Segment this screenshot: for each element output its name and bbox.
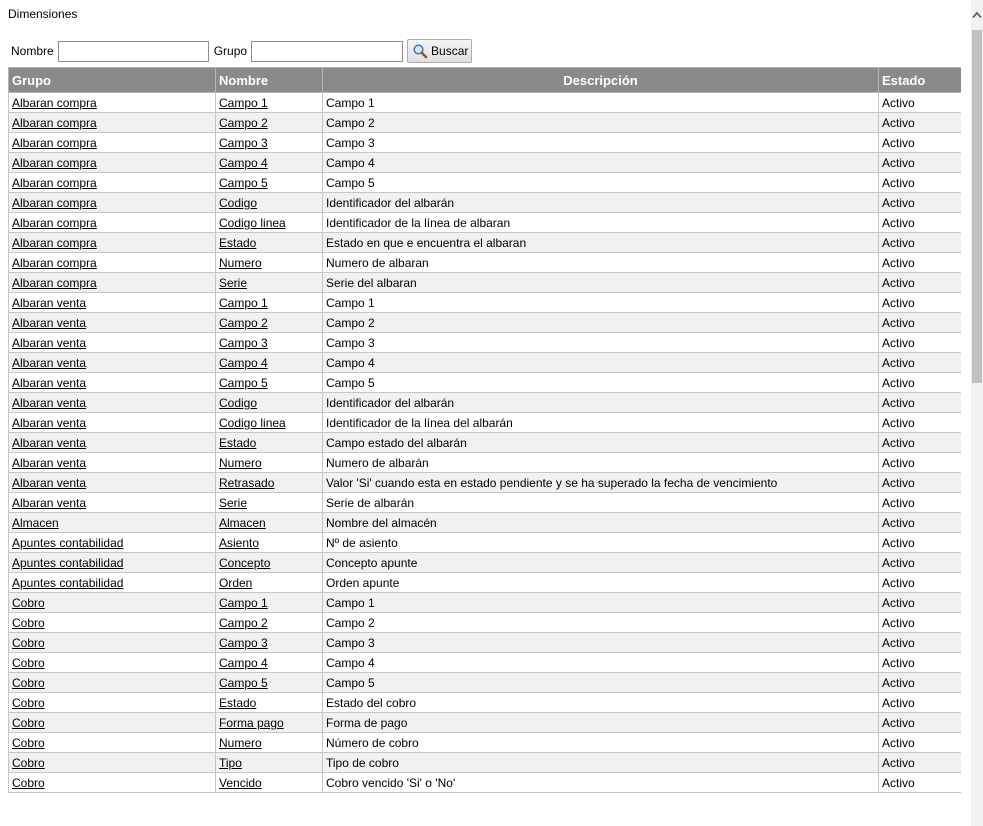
cell-descripcion: Campo 4 — [323, 153, 879, 173]
cell-grupo — [9, 173, 216, 193]
cell-grupo — [9, 373, 216, 393]
cell-descripcion: Identificador de la línea del albarán — [323, 413, 879, 433]
grupo-link[interactable]: Albaran venta — [12, 475, 87, 490]
nombre-link[interactable]: Codigo — [219, 395, 258, 410]
cell-nombre — [216, 233, 323, 253]
grupo-link[interactable]: Cobro — [12, 735, 45, 750]
cell-grupo — [9, 193, 216, 213]
cell-grupo — [9, 273, 216, 293]
cell-estado: Activo — [879, 253, 962, 273]
nombre-link[interactable]: Campo 3 — [219, 335, 268, 350]
nombre-link[interactable]: Codigo linea — [219, 215, 286, 230]
grupo-link[interactable]: Albaran compra — [12, 175, 97, 190]
cell-descripcion: Nombre del almacén — [323, 513, 879, 533]
nombre-link[interactable]: Campo 3 — [219, 135, 268, 150]
table-row — [9, 693, 962, 713]
cell-descripcion: Campo 5 — [323, 173, 879, 193]
table-row — [9, 473, 962, 493]
cell-descripcion: Valor 'Si' cuando esta en estado pendiente y se ha superado la fecha de vencimiento — [323, 473, 879, 493]
nombre-link[interactable]: Retrasado — [219, 475, 275, 490]
grupo-link[interactable]: Albaran venta — [12, 495, 87, 510]
nombre-link[interactable]: Campo 5 — [219, 175, 268, 190]
nombre-link[interactable]: Serie — [219, 495, 248, 510]
table-row — [9, 373, 962, 393]
table-row — [9, 413, 962, 433]
table-row — [9, 333, 962, 353]
cell-descripcion: Cobro vencido 'Si' o 'No' — [323, 773, 879, 793]
cell-grupo — [9, 393, 216, 413]
cell-nombre — [216, 413, 323, 433]
cell-descripcion: Identificador del albarán — [323, 193, 879, 213]
cell-descripcion: Estado en que e encuentra el albaran — [323, 233, 879, 253]
cell-estado: Activo — [879, 313, 962, 333]
cell-descripcion: Nº de asiento — [323, 533, 879, 553]
table-row — [9, 213, 962, 233]
cell-grupo — [9, 93, 216, 113]
grupo-link[interactable]: Cobro — [12, 775, 45, 790]
cell-nombre — [216, 93, 323, 113]
cell-nombre — [216, 133, 323, 153]
cell-nombre — [216, 513, 323, 533]
cell-estado: Activo — [879, 653, 962, 673]
grupo-link[interactable]: Cobro — [12, 635, 45, 650]
cell-descripcion: Campo 4 — [323, 353, 879, 373]
grupo-link[interactable]: Albaran venta — [12, 435, 87, 450]
cell-nombre — [216, 593, 323, 613]
cell-descripcion: Serie del albaran — [323, 273, 879, 293]
dimensions-table-container — [8, 67, 961, 826]
nombre-input[interactable] — [58, 41, 209, 62]
grupo-link[interactable]: Albaran compra — [12, 255, 97, 270]
cell-descripcion: Campo 1 — [323, 593, 879, 613]
page-title: Dimensiones — [8, 7, 78, 21]
dimensions-table — [8, 67, 961, 793]
table-row — [9, 613, 962, 633]
cell-estado: Activo — [879, 513, 962, 533]
cell-nombre — [216, 573, 323, 593]
vertical-scrollbar[interactable] — [971, 0, 983, 826]
grupo-link[interactable]: Cobro — [12, 715, 45, 730]
table-row — [9, 493, 962, 513]
table-row — [9, 573, 962, 593]
nombre-link[interactable]: Campo 2 — [219, 115, 268, 130]
nombre-link[interactable]: Campo 3 — [219, 635, 268, 650]
cell-nombre — [216, 693, 323, 713]
nombre-link[interactable]: Vencido — [219, 775, 262, 790]
cell-grupo — [9, 593, 216, 613]
cell-descripcion: Campo 4 — [323, 653, 879, 673]
table-row — [9, 93, 962, 113]
grupo-link[interactable]: Albaran compra — [12, 235, 97, 250]
cell-grupo — [9, 413, 216, 433]
cell-nombre — [216, 633, 323, 653]
cell-grupo — [9, 213, 216, 233]
cell-grupo — [9, 733, 216, 753]
nombre-link[interactable]: Numero — [219, 735, 262, 750]
nombre-link[interactable]: Serie — [219, 275, 248, 290]
cell-estado: Activo — [879, 693, 962, 713]
nombre-link[interactable]: Campo 4 — [219, 655, 268, 670]
cell-descripcion: Estado del cobro — [323, 693, 879, 713]
cell-descripcion: Número de cobro — [323, 733, 879, 753]
cell-estado: Activo — [879, 433, 962, 453]
cell-grupo — [9, 313, 216, 333]
grupo-input[interactable] — [251, 41, 403, 62]
grupo-link[interactable]: Albaran compra — [12, 95, 97, 110]
table-row — [9, 393, 962, 413]
header-nombre[interactable]: Nombre — [216, 68, 323, 93]
cell-grupo — [9, 753, 216, 773]
grupo-link[interactable]: Albaran venta — [12, 335, 87, 350]
cell-grupo — [9, 613, 216, 633]
cell-estado: Activo — [879, 593, 962, 613]
nombre-link[interactable]: Campo 2 — [219, 615, 268, 630]
cell-descripcion: Serie de albarán — [323, 493, 879, 513]
cell-nombre — [216, 673, 323, 693]
cell-nombre — [216, 713, 323, 733]
table-row — [9, 233, 962, 253]
cell-estado: Activo — [879, 673, 962, 693]
cell-grupo — [9, 453, 216, 473]
cell-descripcion: Tipo de cobro — [323, 753, 879, 773]
cell-descripcion: Identificador de la línea de albaran — [323, 213, 879, 233]
table-row — [9, 513, 962, 533]
nombre-link[interactable]: Numero — [219, 455, 262, 470]
grupo-link[interactable]: Cobro — [12, 615, 45, 630]
cell-nombre — [216, 393, 323, 413]
cell-grupo — [9, 493, 216, 513]
cell-grupo — [9, 113, 216, 133]
table-row — [9, 253, 962, 273]
table-row — [9, 153, 962, 173]
cell-grupo — [9, 433, 216, 453]
cell-grupo — [9, 713, 216, 733]
cell-descripcion: Numero de albaran — [323, 253, 879, 273]
cell-descripcion: Campo 1 — [323, 93, 879, 113]
nombre-link[interactable]: Campo 5 — [219, 375, 268, 390]
cell-nombre — [216, 293, 323, 313]
table-row — [9, 193, 962, 213]
table-row — [9, 633, 962, 653]
table-row — [9, 553, 962, 573]
nombre-link[interactable]: Campo 1 — [219, 95, 268, 110]
header-descripcion[interactable]: Descripción — [323, 68, 879, 93]
cell-grupo — [9, 353, 216, 373]
grupo-link[interactable]: Albaran compra — [12, 155, 97, 170]
nombre-link[interactable]: Estado — [219, 235, 257, 250]
nombre-link[interactable]: Campo 4 — [219, 155, 268, 170]
nombre-link[interactable]: Estado — [219, 695, 257, 710]
cell-estado: Activo — [879, 553, 962, 573]
grupo-link[interactable]: Apuntes contabilidad — [12, 535, 124, 550]
nombre-link[interactable]: Forma pago — [219, 715, 284, 730]
buscar-button[interactable] — [407, 39, 472, 63]
grupo-link[interactable]: Albaran compra — [12, 215, 97, 230]
grupo-link[interactable]: Albaran compra — [12, 115, 97, 130]
cell-estado: Activo — [879, 613, 962, 633]
grupo-link[interactable]: Almacen — [12, 515, 59, 530]
cell-estado: Activo — [879, 713, 962, 733]
scroll-up-icon[interactable] — [971, 8, 983, 22]
cell-nombre — [216, 193, 323, 213]
cell-estado: Activo — [879, 633, 962, 653]
cell-grupo — [9, 153, 216, 173]
table-header-row — [9, 68, 962, 93]
cell-descripcion: Orden apunte — [323, 573, 879, 593]
cell-grupo — [9, 673, 216, 693]
cell-estado: Activo — [879, 573, 962, 593]
nombre-link[interactable]: Campo 2 — [219, 315, 268, 330]
cell-nombre — [216, 733, 323, 753]
cell-descripcion: Identificador del albarán — [323, 393, 879, 413]
cell-estado: Activo — [879, 533, 962, 553]
nombre-link[interactable]: Tipo — [219, 755, 242, 770]
cell-grupo — [9, 653, 216, 673]
table-row — [9, 653, 962, 673]
cell-estado: Activo — [879, 193, 962, 213]
grupo-link[interactable]: Albaran venta — [12, 295, 87, 310]
cell-descripcion: Campo 2 — [323, 313, 879, 333]
table-row — [9, 133, 962, 153]
nombre-link[interactable]: Campo 5 — [219, 675, 268, 690]
nombre-link[interactable]: Codigo — [219, 195, 258, 210]
cell-descripcion: Campo 3 — [323, 333, 879, 353]
table-row — [9, 173, 962, 193]
cell-descripcion: Numero de albarán — [323, 453, 879, 473]
cell-nombre — [216, 253, 323, 273]
cell-grupo — [9, 253, 216, 273]
cell-nombre — [216, 433, 323, 453]
cell-grupo — [9, 333, 216, 353]
cell-grupo — [9, 513, 216, 533]
cell-grupo — [9, 233, 216, 253]
nombre-link[interactable]: Campo 1 — [219, 595, 268, 610]
cell-nombre — [216, 613, 323, 633]
cell-nombre — [216, 313, 323, 333]
nombre-link[interactable]: Orden — [219, 575, 253, 590]
nombre-link[interactable]: Codigo linea — [219, 415, 286, 430]
grupo-link[interactable]: Albaran compra — [12, 195, 97, 210]
cell-estado: Activo — [879, 133, 962, 153]
table-row — [9, 773, 962, 793]
scrollbar-thumb[interactable] — [972, 30, 982, 383]
grupo-link[interactable]: Albaran venta — [12, 455, 87, 470]
cell-grupo — [9, 693, 216, 713]
cell-nombre — [216, 153, 323, 173]
cell-nombre — [216, 333, 323, 353]
nombre-link[interactable]: Concepto — [219, 555, 271, 570]
nombre-link[interactable]: Asiento — [219, 535, 260, 550]
table-row — [9, 593, 962, 613]
cell-nombre — [216, 473, 323, 493]
grupo-link[interactable]: Albaran compra — [12, 135, 97, 150]
nombre-link[interactable]: Almacen — [219, 515, 266, 530]
cell-estado: Activo — [879, 273, 962, 293]
cell-nombre — [216, 773, 323, 793]
table-row — [9, 313, 962, 333]
table-row — [9, 753, 962, 773]
cell-grupo — [9, 773, 216, 793]
cell-descripcion: Campo 2 — [323, 113, 879, 133]
table-row — [9, 273, 962, 293]
table-row — [9, 113, 962, 133]
buscar-label: Buscar — [431, 44, 469, 58]
header-grupo[interactable]: Grupo — [9, 68, 216, 93]
cell-estado: Activo — [879, 753, 962, 773]
cell-estado: Activo — [879, 93, 962, 113]
grupo-link[interactable]: Cobro — [12, 655, 45, 670]
cell-descripcion: Forma de pago — [323, 713, 879, 733]
cell-estado: Activo — [879, 153, 962, 173]
table-row — [9, 353, 962, 373]
cell-nombre — [216, 113, 323, 133]
cell-nombre — [216, 353, 323, 373]
cell-estado: Activo — [879, 773, 962, 793]
grupo-link[interactable]: Cobro — [12, 675, 45, 690]
cell-grupo — [9, 133, 216, 153]
nombre-link[interactable]: Numero — [219, 255, 262, 270]
cell-nombre — [216, 553, 323, 573]
grupo-link[interactable]: Cobro — [12, 595, 45, 610]
search-icon — [412, 43, 428, 59]
header-estado[interactable]: Estado — [879, 68, 962, 93]
grupo-link[interactable]: Apuntes contabilidad — [12, 555, 124, 570]
cell-nombre — [216, 493, 323, 513]
table-row — [9, 673, 962, 693]
cell-nombre — [216, 273, 323, 293]
cell-grupo — [9, 293, 216, 313]
cell-descripcion: Concepto apunte — [323, 553, 879, 573]
cell-grupo — [9, 553, 216, 573]
grupo-link[interactable]: Apuntes contabilidad — [12, 575, 124, 590]
cell-estado: Activo — [879, 413, 962, 433]
nombre-link[interactable]: Estado — [219, 435, 257, 450]
filter-bar — [11, 39, 472, 63]
cell-descripcion: Campo 3 — [323, 633, 879, 653]
table-row — [9, 533, 962, 553]
cell-estado: Activo — [879, 173, 962, 193]
cell-estado: Activo — [879, 233, 962, 253]
cell-grupo — [9, 473, 216, 493]
table-row — [9, 293, 962, 313]
grupo-link[interactable]: Cobro — [12, 755, 45, 770]
cell-nombre — [216, 653, 323, 673]
table-row — [9, 713, 962, 733]
cell-estado: Activo — [879, 373, 962, 393]
cell-estado: Activo — [879, 213, 962, 233]
cell-nombre — [216, 453, 323, 473]
grupo-link[interactable]: Albaran venta — [12, 375, 87, 390]
cell-grupo — [9, 633, 216, 653]
cell-grupo — [9, 533, 216, 553]
cell-estado: Activo — [879, 393, 962, 413]
grupo-link[interactable]: Albaran venta — [12, 355, 87, 370]
grupo-link[interactable]: Albaran venta — [12, 315, 87, 330]
cell-estado: Activo — [879, 353, 962, 373]
grupo-link[interactable]: Albaran venta — [12, 415, 87, 430]
table-row — [9, 453, 962, 473]
grupo-link[interactable]: Albaran compra — [12, 275, 97, 290]
cell-descripcion: Campo 3 — [323, 133, 879, 153]
cell-nombre — [216, 373, 323, 393]
cell-nombre — [216, 753, 323, 773]
grupo-link[interactable]: Cobro — [12, 695, 45, 710]
cell-estado: Activo — [879, 293, 962, 313]
cell-descripcion: Campo 5 — [323, 373, 879, 393]
cell-estado: Activo — [879, 733, 962, 753]
cell-estado: Activo — [879, 493, 962, 513]
cell-nombre — [216, 173, 323, 193]
cell-grupo — [9, 573, 216, 593]
cell-descripcion: Campo 5 — [323, 673, 879, 693]
table-row — [9, 733, 962, 753]
cell-estado: Activo — [879, 473, 962, 493]
cell-estado: Activo — [879, 453, 962, 473]
cell-descripcion: Campo estado del albarán — [323, 433, 879, 453]
grupo-link[interactable]: Albaran venta — [12, 395, 87, 410]
table-row — [9, 433, 962, 453]
cell-estado: Activo — [879, 113, 962, 133]
nombre-label: Nombre — [11, 44, 54, 58]
nombre-link[interactable]: Campo 1 — [219, 295, 268, 310]
nombre-link[interactable]: Campo 4 — [219, 355, 268, 370]
grupo-label: Grupo — [213, 44, 248, 58]
cell-nombre — [216, 533, 323, 553]
cell-descripcion: Campo 2 — [323, 613, 879, 633]
cell-descripcion: Campo 1 — [323, 293, 879, 313]
cell-estado: Activo — [879, 333, 962, 353]
cell-nombre — [216, 213, 323, 233]
